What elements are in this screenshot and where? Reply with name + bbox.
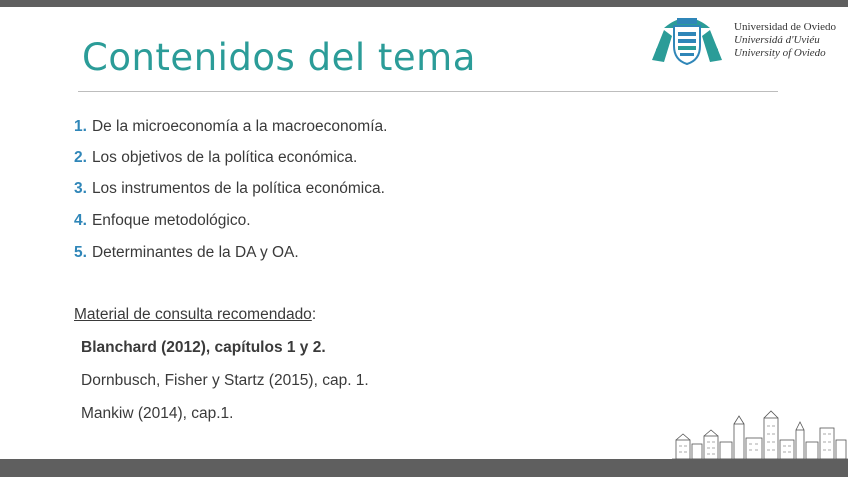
university-crest-icon	[650, 10, 724, 68]
topic-text: De la microeconomía a la macroeconomía.	[91, 118, 388, 135]
topic-number: 1.	[74, 118, 87, 135]
topics-list	[74, 118, 387, 275]
topic-text: Determinantes de la DA y OA.	[91, 244, 299, 261]
reference-item: Blanchard (2012), capítulos 1 y 2.	[81, 339, 326, 356]
reference-item: Mankiw (2014), cap.1.	[81, 405, 234, 422]
title-divider	[78, 91, 778, 92]
city-skyline-icon	[672, 410, 848, 460]
topic-text: Los instrumentos de la política económica.	[91, 180, 385, 197]
topic-item	[74, 149, 387, 180]
topic-item	[74, 212, 387, 243]
bottom-bar	[0, 459, 848, 477]
references-list	[81, 339, 369, 438]
slide-title: Contenidos del tema	[82, 36, 476, 79]
reference-item: Dornbusch, Fisher y Startz (2015), cap. 1.	[81, 372, 369, 389]
references-heading-text: Material de consulta recomendado	[74, 306, 312, 323]
topic-item	[74, 180, 387, 211]
topic-number: 5.	[74, 244, 87, 261]
topic-number: 3.	[74, 180, 87, 197]
topic-number: 2.	[74, 149, 87, 166]
topic-number: 4.	[74, 212, 87, 229]
topic-text: Los objetivos de la política económica.	[91, 149, 358, 166]
university-name-es: Universidad de Oviedo	[734, 21, 837, 33]
university-name-ast: Universidá d'Uviéu	[734, 34, 820, 46]
university-name-en: University of Oviedo	[734, 47, 826, 59]
references-heading	[74, 306, 316, 324]
topic-item	[74, 244, 387, 275]
topic-text: Enfoque metodológico.	[91, 212, 251, 229]
university-names	[734, 21, 836, 60]
top-bar	[0, 0, 848, 7]
references-heading-colon: :	[311, 306, 317, 323]
university-logo	[650, 10, 840, 70]
topic-item	[74, 118, 387, 149]
